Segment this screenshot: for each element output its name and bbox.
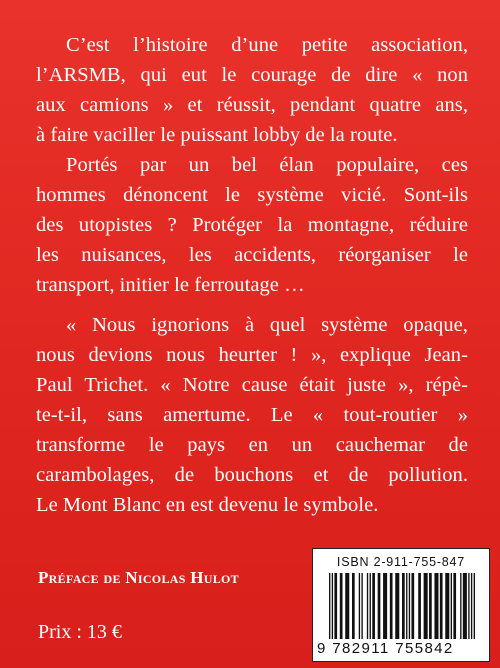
barcode-bar: [340, 573, 343, 639]
barcode-bar: [383, 573, 387, 639]
barcode-bar: [409, 573, 410, 639]
barcode-bar: [418, 573, 421, 639]
barcode-bar: [345, 573, 349, 639]
paragraph-quote: [36, 310, 468, 520]
barcode-bar: [370, 573, 371, 639]
barcode-bar: [367, 573, 368, 639]
barcode-bar: [361, 573, 362, 639]
barcode-bar: [395, 573, 399, 639]
paragraph-line: aux camions » et réussit, pendant quatre ans,: [36, 94, 468, 116]
paragraph-line: Portés par un bel élan populaire, ces: [66, 154, 468, 176]
barcode-bar: [390, 573, 393, 639]
barcode-bar: [474, 573, 475, 639]
barcode-bar: [402, 573, 405, 639]
barcode-bar: [429, 573, 432, 639]
paragraph-line: C’est l’histoire d’une petite association,: [66, 34, 468, 56]
paragraph-line: Le Mont Blanc en est devenu le symbole.: [36, 494, 379, 516]
barcode-bar: [460, 573, 461, 639]
ean-number: 9 782911 755842: [317, 640, 454, 657]
paragraph-line: transforme le pays en un cauchemar de: [36, 434, 468, 456]
price-label: Prix : 13 €: [38, 621, 122, 643]
preface-credit: Préface de Nicolas Hulot: [38, 568, 239, 587]
paragraph-line: « Nous ignorions à quel système opaque,: [66, 314, 468, 336]
barcode-bar: [329, 573, 330, 639]
paragraph-line: hommes dénoncent le système vicié. Sont-ils: [36, 184, 468, 206]
barcode-bar: [406, 573, 407, 639]
paragraph-line: des utopistes ? Protéger la montagne, réduire: [36, 214, 468, 236]
barcode-bar: [471, 573, 472, 639]
paragraph-line: te-t-il, sans amertume. Le « tout-routier »: [36, 404, 468, 426]
barcode-bar: [332, 573, 333, 639]
barcode-panel: [312, 548, 490, 662]
barcode-bar: [440, 573, 443, 639]
barcode-bar: [424, 573, 428, 639]
barcode-bar: [411, 573, 414, 639]
barcode-bar: [434, 573, 438, 639]
paragraph-line: nous devions nous heurter ! », explique Jean-: [36, 344, 468, 366]
barcode-bar: [453, 573, 456, 639]
paragraph-intro: [36, 30, 468, 150]
barcode-bar: [378, 573, 381, 639]
isbn-text: ISBN 2-911-755-847: [336, 555, 466, 569]
paragraph-line: l’ARSMB, qui eut le courage de dire « non: [36, 64, 468, 86]
barcode-bar: [468, 573, 469, 639]
paragraph-line: à faire vaciller le puissant lobby de la route.: [36, 124, 398, 146]
paragraph-line: transport, initier le ferroutage …: [36, 274, 305, 296]
paragraph-line: carambolages, de bouchons et de pollution.: [36, 464, 468, 486]
barcode-image: [327, 573, 477, 639]
barcode-bar: [451, 573, 452, 639]
barcode-bar: [359, 573, 360, 639]
paragraph-movement: [36, 150, 468, 300]
barcode-bar: [334, 573, 337, 639]
barcode-bar: [352, 573, 355, 639]
barcode-bar: [372, 573, 375, 639]
barcode-bar: [463, 573, 467, 639]
paragraph-line: Paul Trichet. « Notre cause était juste », répè-: [36, 374, 468, 396]
paragraph-line: les nuisances, les accidents, réorganiser le: [36, 244, 468, 266]
barcode-bar: [445, 573, 449, 639]
